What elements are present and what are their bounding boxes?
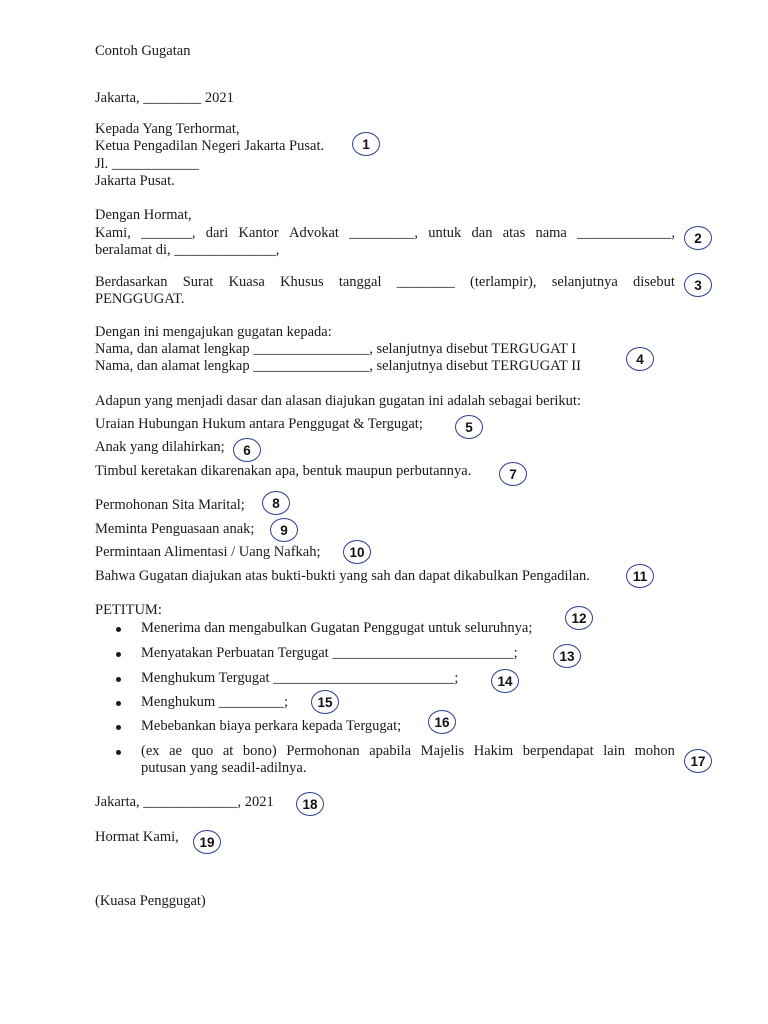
- kami-line: [95, 225, 675, 242]
- marker-10: 10: [343, 540, 371, 564]
- marker-19: 19: [193, 830, 221, 854]
- greeting: Dengan Hormat,: [95, 207, 192, 223]
- bullet-6: [116, 750, 121, 755]
- marker-15: 15: [311, 690, 339, 714]
- marker-13: 13: [553, 644, 581, 668]
- closing-greeting: Hormat Kami,: [95, 829, 179, 845]
- date-line: Jakarta, ________ 2021: [95, 90, 234, 106]
- uraian-line: Uraian Hubungan Hukum antara Penggugat & Tergugat;: [95, 416, 423, 432]
- marker-2: 2: [684, 226, 712, 250]
- word: dari: [205, 225, 229, 241]
- marker-7: 7: [499, 462, 527, 486]
- petitum-item-6-line-2: putusan yang seadil-adilnya.: [141, 760, 307, 776]
- marker-16: 16: [428, 710, 456, 734]
- word: Majelis: [420, 743, 465, 759]
- word: Kuasa: [228, 274, 265, 290]
- word: berpendapat: [522, 743, 594, 759]
- document-title: Contoh Gugatan: [95, 43, 191, 59]
- closing-date: Jakarta, _____________, 2021: [95, 794, 274, 810]
- gugatan-intro: Dengan ini mengajukan gugatan kepada:: [95, 324, 332, 340]
- word: mohon: [634, 743, 675, 759]
- word: Surat: [182, 274, 214, 290]
- bullet-3: [116, 677, 121, 682]
- alimentasi-line: Permintaan Alimentasi / Uang Nafkah;: [95, 544, 321, 560]
- addressee-line-4: Jakarta Pusat.: [95, 173, 175, 189]
- anak-line: Anak yang dilahirkan;: [95, 439, 225, 455]
- kami-line-2: beralamat di, ______________,: [95, 242, 280, 258]
- addressee-line-1: Kepada Yang Terhormat,: [95, 121, 240, 137]
- marker-14: 14: [491, 669, 519, 693]
- word: ________: [396, 274, 455, 290]
- addressee-line-3: Jl. ____________: [95, 156, 199, 172]
- word: Khusus: [280, 274, 324, 290]
- marker-9: 9: [270, 518, 298, 542]
- word: Kantor: [238, 225, 279, 241]
- word: untuk: [428, 225, 462, 241]
- word: dan: [471, 225, 493, 241]
- marker-5: 5: [455, 415, 483, 439]
- petitum-item-1: Menerima dan mengabulkan Gugatan Penggugat untuk seluruhnya;: [141, 620, 533, 636]
- sita-line: Permohonan Sita Marital;: [95, 497, 245, 513]
- bullet-5: [116, 725, 121, 730]
- word: Permohonan: [286, 743, 360, 759]
- word: at: [222, 743, 234, 759]
- petitum-item-6: [141, 743, 675, 760]
- dasar-intro: Adapun yang menjadi dasar dan alasan diajukan gugatan ini adalah sebagai berikut:: [95, 393, 581, 409]
- bullet-1: [116, 627, 121, 632]
- surat-kuasa-line: [95, 274, 675, 291]
- penguasaan-line: Meminta Penguasaan anak;: [95, 521, 255, 537]
- marker-6: 6: [233, 438, 261, 462]
- petitum-item-3: Menghukum Tergugat _________________________;: [141, 670, 459, 686]
- word: bono): [242, 743, 277, 759]
- tergugat-2-line: Nama, dan alamat lengkap ________________, selanjutnya disebut TERGUGAT II: [95, 358, 581, 374]
- word: _______,: [141, 225, 196, 241]
- timbul-line: Timbul keretakan dikarenakan apa, bentuk maupun perbutannya.: [95, 463, 472, 479]
- addressee-line-2: Ketua Pengadilan Negeri Jakarta Pusat.: [95, 138, 325, 154]
- petitum-heading: PETITUM:: [95, 602, 162, 618]
- surat-kuasa-line-2: PENGGUGAT.: [95, 291, 185, 307]
- word: Berdasarkan: [95, 274, 168, 290]
- marker-11: 11: [626, 564, 654, 588]
- marker-1: 1: [352, 132, 380, 156]
- word: (terlampir),: [470, 274, 537, 290]
- word: lain: [603, 743, 625, 759]
- marker-3: 3: [684, 273, 712, 297]
- word: _____________,: [577, 225, 675, 241]
- signature: (Kuasa Penggugat): [95, 893, 206, 909]
- word: _________,: [349, 225, 419, 241]
- marker-18: 18: [296, 792, 324, 816]
- word: Advokat: [288, 225, 339, 241]
- word: Hakim: [473, 743, 514, 759]
- word: ae: [169, 743, 182, 759]
- word: Kami,: [95, 225, 131, 241]
- bahwa-line: Bahwa Gugatan diajukan atas bukti-bukti yang sah dan dapat dikabulkan Pengadilan.: [95, 568, 590, 584]
- word: quo: [191, 743, 214, 759]
- marker-12: 12: [565, 606, 593, 630]
- word: tanggal: [338, 274, 382, 290]
- bullet-2: [116, 652, 121, 657]
- marker-17: 17: [684, 749, 712, 773]
- word: atas: [502, 225, 526, 241]
- word: disebut: [633, 274, 675, 290]
- petitum-item-4: Menghukum _________;: [141, 694, 289, 710]
- marker-8: 8: [262, 491, 290, 515]
- word: nama: [535, 225, 567, 241]
- word: apabila: [369, 743, 412, 759]
- marker-4: 4: [626, 347, 654, 371]
- tergugat-1-line: Nama, dan alamat lengkap ________________, selanjutnya disebut TERGUGAT I: [95, 341, 577, 357]
- petitum-item-2: Menyatakan Perbuatan Tergugat _________________________;: [141, 645, 518, 661]
- word: selanjutnya: [551, 274, 618, 290]
- bullet-4: [116, 701, 121, 706]
- word: (ex: [141, 743, 160, 759]
- petitum-item-5: Mebebankan biaya perkara kepada Tergugat;: [141, 718, 402, 734]
